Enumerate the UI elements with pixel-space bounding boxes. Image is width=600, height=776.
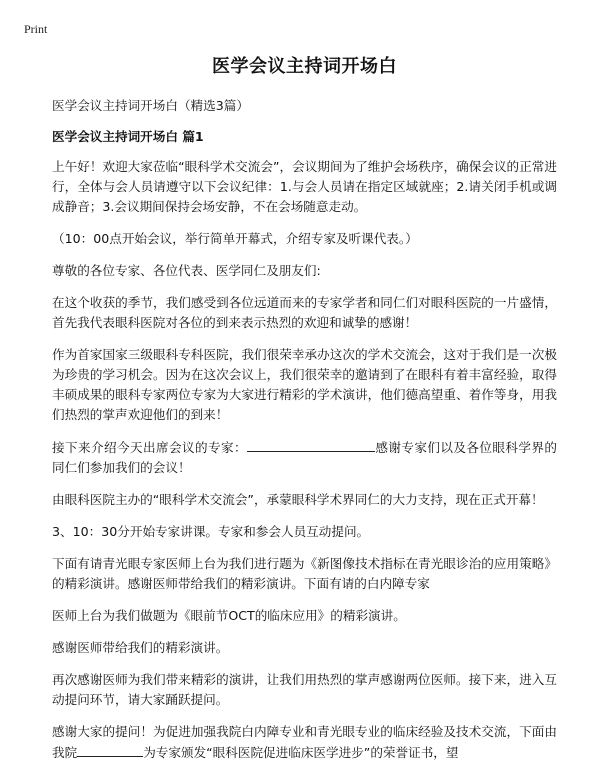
print-link[interactable]: Print <box>24 22 48 36</box>
paragraph-welcome: 在这个收获的季节，我们感受到各位远道而来的专家学者和同仁们对眼科医院的一片盛情，首先我代表眼科医院对各位的到来表示热烈的欢迎和诚挚的感谢！ <box>52 295 557 330</box>
paragraph-certificate <box>52 722 557 763</box>
article-subtitle: 医学会议主持词开场白（精选3篇） <box>52 98 249 113</box>
expert-intro-text: 接下来介绍今天出席会议的专家： <box>52 440 247 455</box>
paragraph-thanks: 感谢医师带给我们的精彩演讲。 <box>52 640 229 655</box>
expert-thanks-text: 感谢专家们以及各位眼科学界的同仁们参加我们的会议！ <box>52 440 557 475</box>
section-heading: 医学会议主持词开场白 篇1 <box>52 129 204 144</box>
page-title: 医学会议主持词开场白 <box>212 56 397 77</box>
paragraph-expert-intro <box>52 437 557 478</box>
paragraph-salutation: 尊敬的各位专家、各位代表、医学同仁及朋友们: <box>52 263 321 278</box>
blank-line <box>77 742 143 757</box>
paragraph-lecture-schedule: 3、10：30分开始专家讲课。专家和参会人员互动提问。 <box>52 524 370 539</box>
blank-line <box>247 437 375 452</box>
paragraph-qa: 再次感谢医师为我们带来精彩的演讲，让我们用热烈的掌声感谢两位医师。接下来，进入互动提问环节，请大家踊跃提问。 <box>52 672 557 707</box>
paragraph-oct-lecture: 医师上台为我们做题为《眼前节OCT的临床应用》的精彩演讲。 <box>52 608 406 623</box>
paragraph-hospital-intro: 作为首家国家三级眼科专科医院，我们很荣幸承办这次的学术交流会，这对于我们是一次极为珍贵的学习机会。因为在这次会议上，我们很荣幸的邀请到了在眼科有着丰富经验，取得丰硕成果的眼科专家两位专家为大家进行精彩的学术演讲，他们德高望重、着作等身，用我们热烈的掌声欢迎他们的到来！ <box>52 347 557 422</box>
paragraph-opening-declaration: 由眼科医院主办的“眼科学术交流会”，承蒙眼科学术界同仁的大力支持，现在正式开幕！ <box>52 492 544 507</box>
article <box>52 52 557 775</box>
paragraph-schedule-note: （10：00点开始会议，举行简单开幕式，介绍专家及听课代表。） <box>52 231 418 246</box>
paragraph-glaucoma-lecture: 下面有请青光眼专家医师上台为我们进行题为《新图像技术指标在青光眼诊治的应用策略》的精彩演讲。感谢医师带给我们的精彩演讲。下面有请的白内障专家 <box>52 556 557 591</box>
certificate-text-start: 感谢大家的提问！为促进加强我院白内障专业和青光眼专业的临床经验及技术交流，下面由我院 <box>52 724 557 760</box>
paragraph-opening: 上午好！欢迎大家莅临“眼科学术交流会”，会议期间为了维护会场秩序，确保会议的正常进行，全体与会人员请遵守以下会议纪律：1.与会人员请在指定区域就座；2.请关闭手机或调成静音；3.会议期间保持会场安静，不在会场随意走动。 <box>52 159 557 214</box>
certificate-text-end: 为专家颁发“眼科医院促进临床医学进步”的荣誉证书，望 <box>143 745 459 760</box>
